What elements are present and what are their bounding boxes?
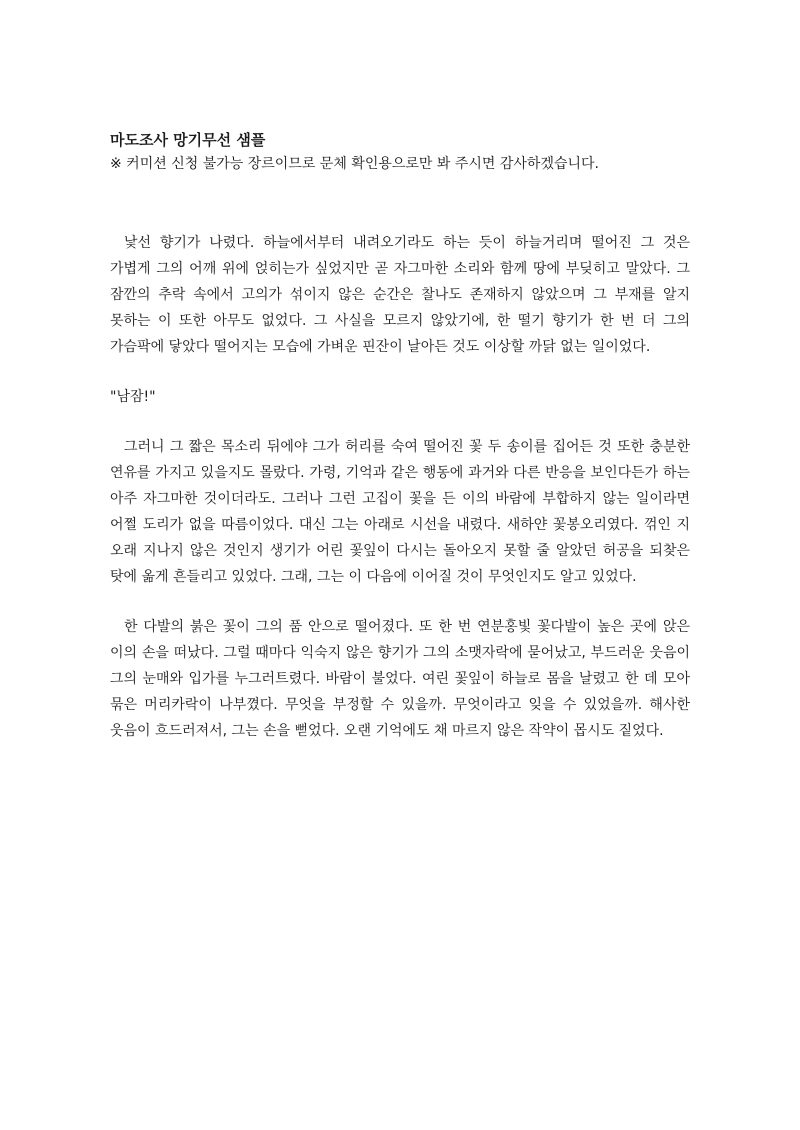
paragraph: 한 다발의 붉은 꽃이 그의 품 안으로 떨어졌다. 또 한 번 연분홍빛 꽃다발이 높은 곳에 앉은 이의 손을 떠났다. 그럴 때마다 익숙지 않은 향기가 그의 소맷자락에 묻어났고, 부드러운 웃음이 그의 눈매와 입가를 누그러트렸다. 바람이 불었다. 여린 꽃잎이 하늘로 몸을 날렸고 한 데 모아 묶은 머리카락이 나부꼈다. 무엇을 부정할 수 있을까. 무엇이라고 잊을 수 있었을까. 해사한 웃음이 흐드러져서, 그는 손을 뻗었다. 오랜 기억에도 채 마르지 않은 작약이 몹시도 짙었다. xyxy=(110,619,690,739)
document-note: ※ 커미션 신청 불가능 장르이므로 문체 확인용으로만 봐 주시면 감사하겠습니다. xyxy=(110,156,599,172)
document-page xyxy=(110,128,690,744)
document-title: 마도조사 망기무선 샘플 xyxy=(110,131,266,149)
dialogue-line: "남잠!" xyxy=(110,389,156,405)
paragraph: 낯선 향기가 나렸다. 하늘에서부터 내려오기라도 하는 듯이 하늘거리며 떨어진 그 것은 가볍게 그의 어깨 위에 얹히는가 싶었지만 곧 자그마한 소리와 함께 땅에 부딪히고 말았다. 그 잠깐의 추락 속에서 고의가 섞이지 않은 순간은 찰나도 존재하지 않았으며 그 부재를 알지 못하는 이 또한 아무도 없었다. 그 사실을 모르지 않았기에, 한 떨기 향기가 한 번 더 그의 가슴팍에 닿았다 떨어지는 모습에 가벼운 핀잔이 날아든 것도 이상할 까닭 없는 일이었다. xyxy=(110,235,690,355)
paragraph: 그러니 그 짧은 목소리 뒤에야 그가 허리를 숙여 떨어진 꽃 두 송이를 집어든 것 또한 충분한 연유를 가지고 있을지도 몰랐다. 가령, 기억과 같은 행동에 과거와 다른 반응을 보인다든가 하는 아주 자그마한 것이더라도. 그러나 그런 고집이 꽃을 든 이의 바람에 부합하지 않는 일이라면 어쩔 도리가 없을 따름이었다. 대신 그는 아래로 시선을 내렸다. 새하얀 꽃봉오리였다. 꺾인 지 오래 지나지 않은 것인지 생기가 어린 꽃잎이 다시는 돌아오지 못할 줄 알았던 허공을 되찾은 탓에 옮게 흔들리고 있었다. 그래, 그는 이 다음에 이어질 것이 무엇인지도 알고 있었다. xyxy=(110,439,690,585)
document-body xyxy=(110,230,690,744)
